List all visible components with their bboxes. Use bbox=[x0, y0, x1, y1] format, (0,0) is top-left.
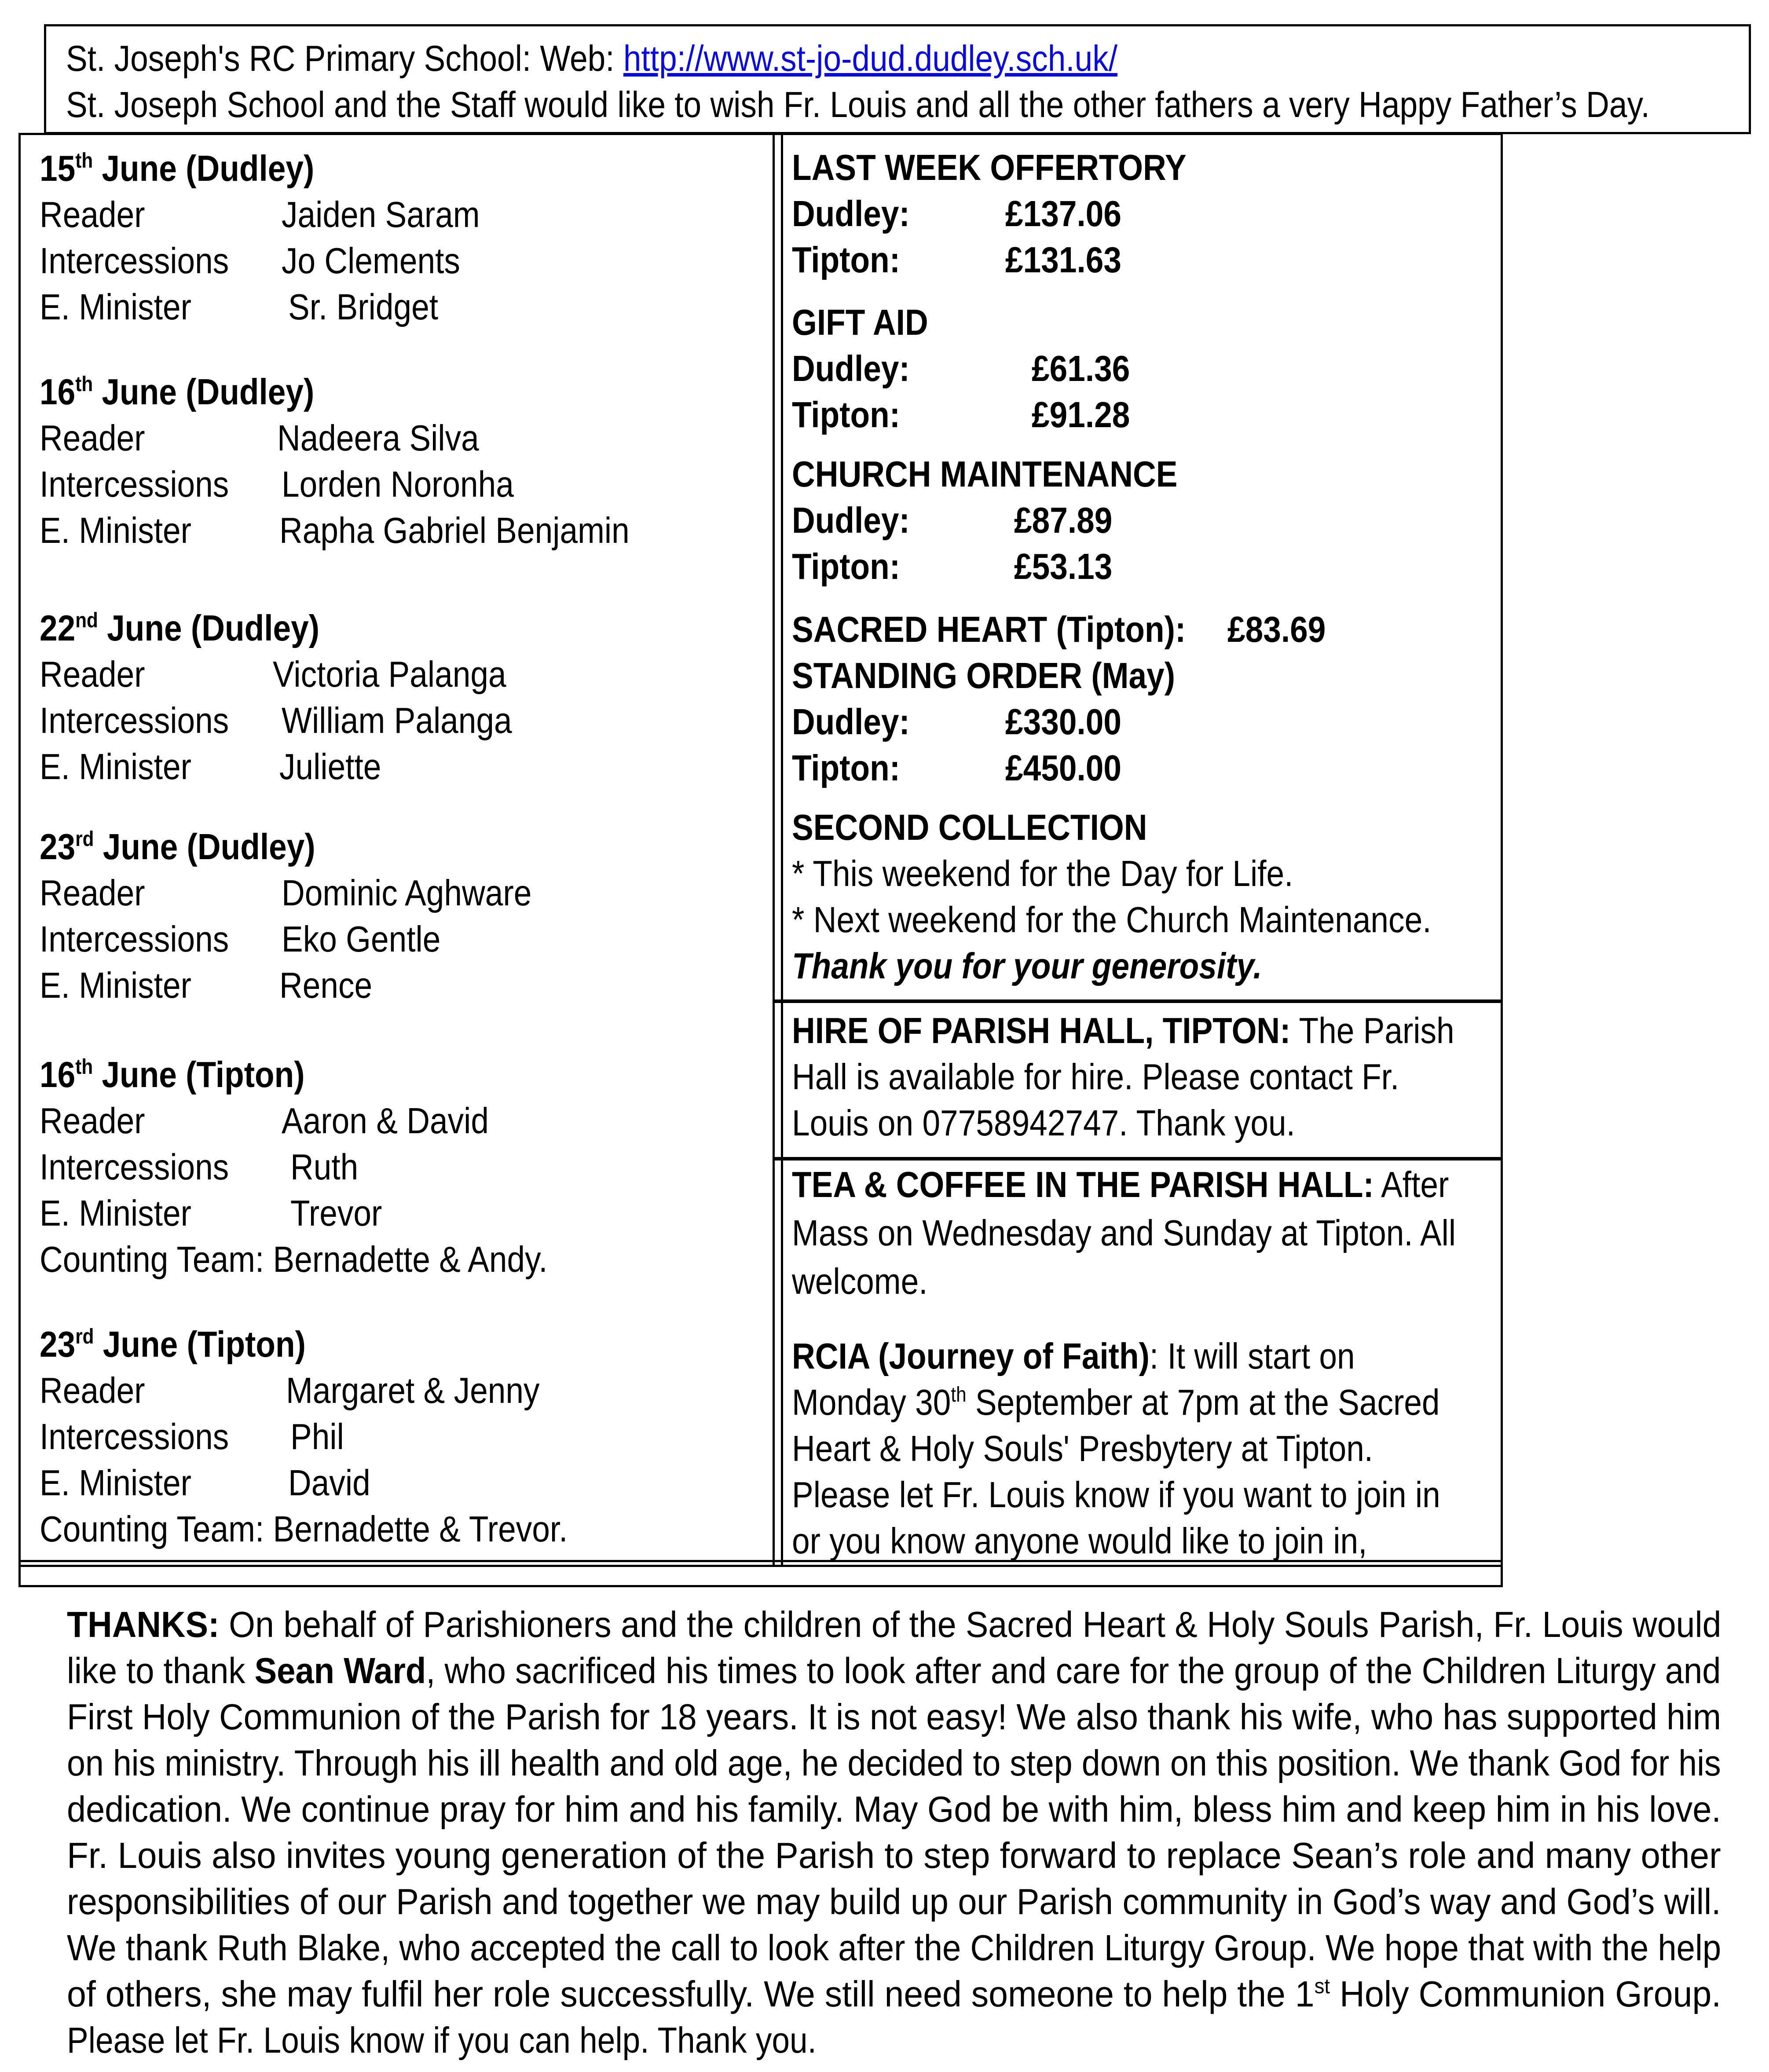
rota-person: Jaiden Saram bbox=[282, 194, 480, 235]
thanks-line: Please let Fr. Louis know if you can help. Thank you. bbox=[67, 2020, 817, 2061]
rota-role-label: Intercessions bbox=[40, 240, 229, 281]
rota-role-label: E. Minister bbox=[40, 510, 191, 551]
gift-aid-value: £61.36 bbox=[1032, 348, 1130, 389]
fathers-day-message: St. Joseph School and the Staff would like to wish Fr. Louis and all the other fathers a very Happy Father’s Day. bbox=[66, 84, 1650, 125]
rcia-line: or you know anyone would like to join in, bbox=[792, 1520, 1367, 1561]
hall-hire-line: Louis on 07758942747. Thank you. bbox=[792, 1102, 1295, 1143]
tea-line: Mass on Wednesday and Sunday at Tipton. All bbox=[792, 1212, 1456, 1253]
rota-role-label: Reader bbox=[40, 194, 145, 235]
rcia-line: Please let Fr. Louis know if you want to join in bbox=[792, 1474, 1440, 1515]
standing-order-title: STANDING ORDER (May) bbox=[792, 655, 1176, 696]
maintenance-value: £53.13 bbox=[1014, 546, 1113, 587]
thanks-line: responsibilities of our Parish and together we may build up our Parish community in God’s way and God’s will. bbox=[67, 1881, 1721, 1922]
rota-role-label: E. Minister bbox=[40, 1193, 191, 1234]
gift-aid-label: Dudley: bbox=[792, 348, 910, 389]
rota-role-label: Reader bbox=[40, 417, 145, 458]
rota-date-heading: 16th June (Tipton) bbox=[40, 1054, 305, 1095]
rota-person: Lorden Noronha bbox=[282, 464, 514, 505]
rota-role-label: Reader bbox=[40, 1370, 145, 1411]
sacred-heart-value: £83.69 bbox=[1227, 609, 1326, 650]
standing-order-value: £330.00 bbox=[1005, 701, 1122, 742]
maintenance-title: CHURCH MAINTENANCE bbox=[792, 454, 1178, 494]
rcia-line: RCIA (Journey of Faith): It will start on bbox=[792, 1336, 1355, 1376]
thanks-line: THANKS: On behalf of Parishioners and the children of the Sacred Heart & Holy Souls Parish, Fr. Louis would bbox=[67, 1604, 1721, 1645]
standing-order-value: £450.00 bbox=[1005, 747, 1122, 788]
offertory-label: Dudley: bbox=[792, 193, 910, 234]
rota-person: Phil bbox=[290, 1416, 344, 1457]
rcia-line: Heart & Holy Souls' Presbytery at Tipton. bbox=[792, 1428, 1373, 1469]
tea-line: welcome. bbox=[792, 1261, 928, 1302]
offertory-value: £131.63 bbox=[1005, 239, 1122, 280]
tea-title: TEA & COFFEE IN THE PARISH HALL: bbox=[792, 1164, 1374, 1205]
rota-person: Nadeera Silva bbox=[277, 417, 479, 458]
rota-person: Trevor bbox=[290, 1193, 382, 1234]
standing-order-label: Tipton: bbox=[792, 747, 901, 788]
rota-person: Jo Clements bbox=[282, 240, 460, 281]
rota-person: Sr. Bridget bbox=[288, 286, 439, 327]
rota-role-label: Reader bbox=[40, 1100, 145, 1141]
rota-date-heading: 23rd June (Dudley) bbox=[40, 826, 315, 867]
rota-role-label: E. Minister bbox=[40, 746, 191, 787]
thanks-line: on his ministry. Through his ill health and old age, he decided to step down on this position. We thank God for his bbox=[67, 1743, 1721, 1783]
thanks-line: Fr. Louis also invites young generation of the Parish to step forward to replace Sean’s role and many other bbox=[67, 1835, 1721, 1876]
offertory-label: Tipton: bbox=[792, 239, 901, 280]
rota-role-label: Intercessions bbox=[40, 919, 229, 959]
maintenance-label: Tipton: bbox=[792, 546, 901, 587]
rota-person: David bbox=[288, 1462, 370, 1503]
rota-role-label: Reader bbox=[40, 654, 145, 695]
offertory-title: LAST WEEK OFFERTORY bbox=[792, 147, 1187, 188]
second-collection-item: * Next weekend for the Church Maintenance. bbox=[792, 899, 1432, 940]
gift-aid-value: £91.28 bbox=[1032, 394, 1130, 435]
gift-aid-label: Tipton: bbox=[792, 394, 901, 435]
maintenance-value: £87.89 bbox=[1014, 500, 1113, 541]
rcia-title: RCIA (Journey of Faith) bbox=[792, 1336, 1150, 1376]
rota-person: Aaron & David bbox=[282, 1100, 489, 1141]
tea-line: TEA & COFFEE IN THE PARISH HALL: After bbox=[792, 1164, 1449, 1205]
hall-hire-title: HIRE OF PARISH HALL, TIPTON: bbox=[792, 1010, 1291, 1051]
rota-role-label: Reader bbox=[40, 872, 145, 913]
rota-role-label: Intercessions bbox=[40, 1146, 229, 1187]
sacred-heart-label: SACRED HEART (Tipton): bbox=[792, 609, 1186, 650]
standing-order-label: Dudley: bbox=[792, 701, 910, 742]
rota-role-label: Intercessions bbox=[40, 464, 229, 505]
rota-role-label: Intercessions bbox=[40, 1416, 229, 1457]
school-web-line bbox=[66, 35, 1117, 81]
second-collection-title: SECOND COLLECTION bbox=[792, 807, 1147, 848]
thanks-line: of others, she may fulfil her role successfully. We still need someone to help the 1st Holy Communion Group. bbox=[67, 1973, 1721, 2014]
offertory-value: £137.06 bbox=[1005, 193, 1122, 234]
rota-person: Ruth bbox=[290, 1146, 359, 1187]
rota-person: Eko Gentle bbox=[282, 919, 441, 959]
thanks-label: THANKS: bbox=[67, 1604, 220, 1645]
second-collection-item: * This weekend for the Day for Life. bbox=[792, 853, 1293, 894]
rota-person: Margaret & Jenny bbox=[286, 1370, 540, 1411]
hall-hire-line: Hall is available for hire. Please contact Fr. bbox=[792, 1056, 1399, 1097]
rota-person: Rence bbox=[279, 965, 373, 1006]
thanks-line: First Holy Communion of the Parish for 18 years. It is not easy! We also thank his wife, who has supported him bbox=[67, 1696, 1721, 1737]
rota-role-label: Intercessions bbox=[40, 700, 229, 741]
rota-role-label: E. Minister bbox=[40, 286, 191, 327]
rota-date-heading: 15th June (Dudley) bbox=[40, 148, 315, 189]
rota-date-heading: 16th June (Dudley) bbox=[40, 371, 315, 412]
rota-person: William Palanga bbox=[282, 700, 512, 741]
maintenance-label: Dudley: bbox=[792, 500, 910, 541]
counting-team: Counting Team: Bernadette & Andy. bbox=[40, 1239, 548, 1280]
rcia-line: Monday 30th September at 7pm at the Sacred bbox=[792, 1382, 1440, 1423]
thanks-line: like to thank Sean Ward, who sacrificed his times to look after and care for the group of the Children Liturgy and bbox=[67, 1650, 1721, 1691]
rota-person: Victoria Palanga bbox=[273, 654, 506, 695]
thanks-line: dedication. We continue pray for him and his family. May God be with him, bless him and keep him in his love. bbox=[67, 1789, 1721, 1830]
rota-role-label: E. Minister bbox=[40, 965, 191, 1006]
school-website-link[interactable]: http://www.st-jo-dud.dudley.sch.uk/ bbox=[623, 38, 1118, 79]
rota-date-heading: 22nd June (Dudley) bbox=[40, 608, 320, 648]
rota-person: Rapha Gabriel Benjamin bbox=[279, 510, 630, 551]
hall-hire-line: HIRE OF PARISH HALL, TIPTON: The Parish bbox=[792, 1010, 1454, 1051]
rota-role-label: E. Minister bbox=[40, 1462, 191, 1503]
rota-person: Dominic Aghware bbox=[282, 872, 532, 913]
rota-date-heading: 23rd June (Tipton) bbox=[40, 1324, 306, 1365]
honoree-name: Sean Ward bbox=[254, 1650, 426, 1691]
thanks-line: We thank Ruth Blake, who accepted the call to look after the Children Liturgy Group. We hope that with the help bbox=[67, 1927, 1721, 1968]
counting-team: Counting Team: Bernadette & Trevor. bbox=[40, 1508, 568, 1549]
generosity-thanks: Thank you for your generosity. bbox=[792, 945, 1262, 986]
school-prefix: St. Joseph's RC Primary School: Web: bbox=[66, 38, 623, 79]
gift-aid-title: GIFT AID bbox=[792, 302, 928, 343]
roster-footer-strip bbox=[18, 1560, 1503, 1587]
rota-person: Juliette bbox=[279, 746, 381, 787]
